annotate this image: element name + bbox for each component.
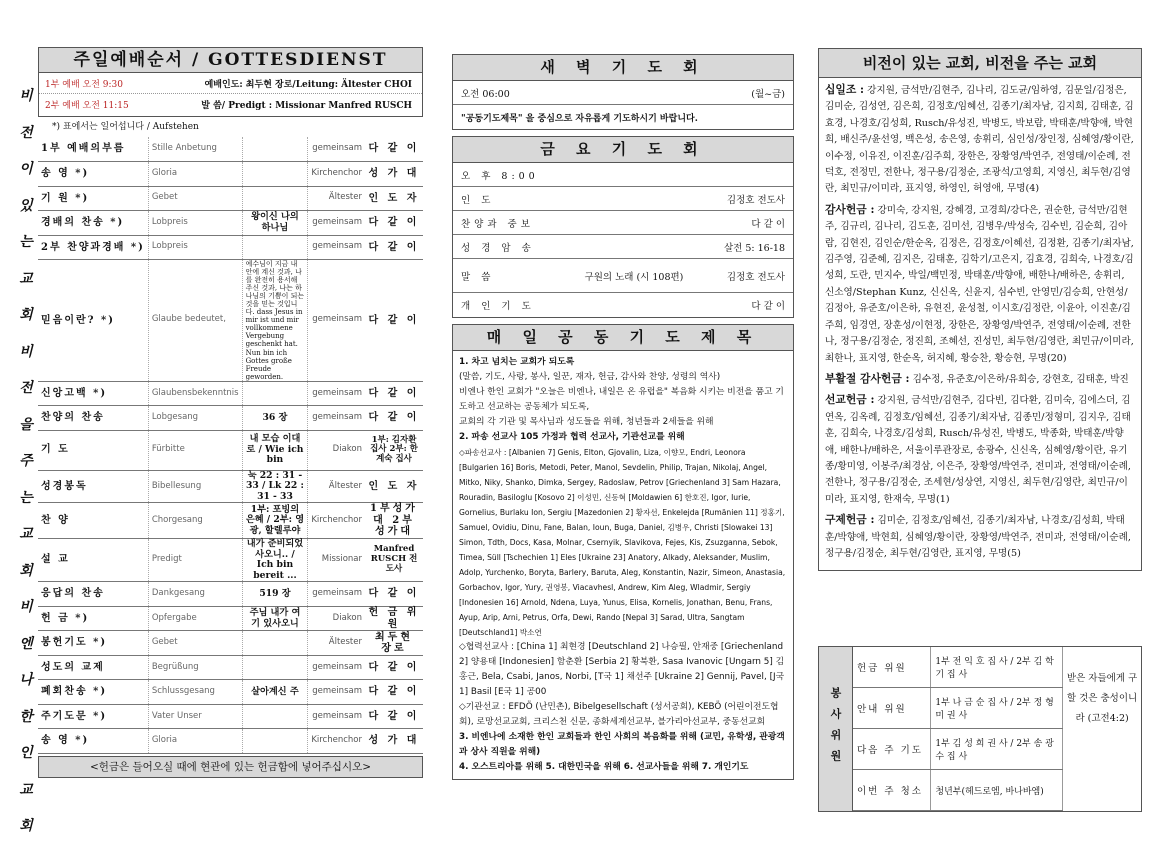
service-row <box>38 162 423 187</box>
offering-group-names: 강미숙, 강지원, 강혜경, 고경희/강다은, 권순한, 금석만/김현주, 김규리, 김나리, 김도훈, 김미선, 김병우/박성숙, 김수빈, 김순희, 김아람, 김현진, 김인순/한순옥, 김정은, 김정호/이혜선, 김정환, 김종기/최자남, 김주영, 김준혜, 김지은, 김태훈, 김학기/고은지, 김효경, 김희숙, 나경호/김성희, 도란, 민지수, 박일/백민정, 박태훈/박향애, 배한나/배하은, 송휘리, 신소영/Stephan Kunz, 신신옥, 신윤지, 심수빈, 안영민/김승희, 안현성/김정아, 유준호/이은하, 유현진, 윤성철, 이시호/김정란, 이윤아, 이진훈/김주희, 임경연, 장훈성/이현정, 장한은, 장황영/박연주, 전영태/이순례, 전한나, 정구용/김정순, 정진희, 조혜선, 진성민, 최두현/김영란, 최민규/이미라, 최한나, 표지영, 한순옥, 허지혜, 황승찬, 황승현, 무명(20) <box>825 204 1134 364</box>
offering-group-title: 부활절 감사헌금 : <box>825 371 910 385</box>
prayer-item: ◇협력선교사 : [China 1] 최현경 [Deutschland 2] 나승필, 안재중 [Griechenland 2] 양용태 [Indonesien] 함춘환 [Serbia 2] 황북환, Sasa Ivanovic [Ungarn 5] 김홍근, Bela, Csabi, Janos, Norbi, [T국 1] 채선주 [Ukraine 2] Gennij, Pavel, [J국 1] Basil [E국 1] 공00 <box>459 642 785 697</box>
item-content <box>242 381 308 406</box>
item-german: Predigt <box>148 538 242 581</box>
item-who-german: Kirchenchor <box>308 162 365 187</box>
item-german: Gebet <box>148 186 242 211</box>
service-row <box>38 655 423 680</box>
offering-group <box>825 392 1135 508</box>
item-person: 다 같 이 <box>365 260 423 382</box>
item-person: 다 같 이 <box>365 406 423 431</box>
item-name: 찬양의 찬송 <box>38 406 148 431</box>
item-name: 2부 찬양과경배 *) <box>38 235 148 260</box>
item-who-german: gemeinsam <box>308 406 365 431</box>
friday-item: 개 인 기 도 <box>461 301 535 312</box>
item-german: Fürbitte <box>148 430 242 470</box>
service-row <box>38 631 423 656</box>
offering-group-title: 구제헌금 : <box>825 513 875 527</box>
friday-prayer-title: 금 요 기 도 회 <box>453 137 793 163</box>
item-content: 눅 22 : 31 - 33 / Lk 22 : 31 - 33 <box>242 470 308 503</box>
side-char: 한 <box>19 708 33 725</box>
committee-row <box>853 688 1063 729</box>
item-who-german: gemeinsam <box>308 211 365 236</box>
item-person: 1부성가대 2부성가대 <box>365 503 423 539</box>
committee-members: 1부 나 금 순 집 사 / 2부 정 형 미 권 사 <box>931 688 1063 729</box>
offering-group <box>825 512 1135 562</box>
item-german: Glaubensbekenntnis <box>148 381 242 406</box>
item-person: 다 같 이 <box>365 582 423 607</box>
service-row <box>38 606 423 631</box>
dawn-prayer-title: 새 벽 기 도 회 <box>453 55 793 81</box>
item-content <box>242 186 308 211</box>
side-char: 나 <box>19 672 33 688</box>
committee-role: 이번 주 청소 <box>853 770 931 811</box>
offering-group-names: 강지원, 금석만/김현주, 김다빈, 김다환, 김미숙, 김에스더, 김연옥, 김옥례, 김정호/임혜선, 김종기/최자남, 김종민/정형미, 김지우, 김태훈, 김희숙, 나경호/김성희, Rusch/유성진, 박병도, 박종화, 박태훈/박향애, 배한나/배하은, 서울이루관장로, 송광수, 신신옥, 심혜영/황이란, 유기종/황미영, 이봉주/최경삼, 이은주, 장황영/박연주, 전미과, 전영태/이순례, 전한나, 정구용/김정순, 조세현/성상연, 지영신, 최두현/김영란, 최민규/이미라, 표지영, 한재숙, 무명(1) <box>825 395 1131 505</box>
vision-title: 비전이 있는 교회, 비전을 주는 교회 <box>818 48 1142 78</box>
item-content: 519 장 <box>242 582 308 607</box>
item-person: 헌 금 위 원 <box>365 606 423 631</box>
dawn-days: (월~금) <box>751 88 785 100</box>
service-row <box>38 582 423 607</box>
dawn-note: "공동기도제목" 을 중심으로 자유롭게 기도하시기 바랍니다. <box>461 113 698 124</box>
item-german: Lobpreis <box>148 211 242 236</box>
service-row <box>38 538 423 581</box>
offering-group <box>825 371 1135 388</box>
item-who-german: Kirchenchor <box>308 729 365 754</box>
friday-person: 살전 5: 16-18 <box>723 242 785 254</box>
stand-up-note: *) 표에서는 일어섭니다 / Aufstehen <box>52 122 199 132</box>
offering-lists <box>818 78 1142 571</box>
item-who-german: gemeinsam <box>308 381 365 406</box>
side-char: 전 <box>19 380 33 396</box>
service-row <box>38 406 423 431</box>
friday-prayer-box <box>452 136 794 318</box>
item-person: 다 같 이 <box>365 704 423 729</box>
item-name: 송 영 *) <box>38 162 148 187</box>
item-who-german: Diakon <box>308 430 365 470</box>
item-name: 신앙고백 *) <box>38 381 148 406</box>
offering-group-names: 강지원, 금석만/김현주, 김나리, 김도균/임하영, 김문일/김정은, 김미순, 김성연, 김은희, 김정호/임혜선, 김종기/최자남, 김지희, 김태훈, 김효경, 나경호/김성희, Rusch/유성진, 박병도, 박보람, 박태훈/박향애, 박현희, 배신주/윤선영, 백은성, 송은영, 송휘리, 심인성/장인정, 심혜영/황이란, 이수정, 이유진, 이진훈/김주희, 장한은, 장황영/박연주, 전영태/이순례, 전덕호, 전정민, 전한나, 정구용/김정순, 조광석/고영희, 지영신, 최두현/김영란, 최민규/이미라, 표지영, 하영인, 허영애, 무명(4) <box>825 85 1134 195</box>
item-german: Schlussgesang <box>148 680 242 705</box>
item-person: 1부: 김자환 집사 2부: 한계숙 집사 <box>365 430 423 470</box>
item-german: Opfergabe <box>148 606 242 631</box>
side-char: 엔 <box>19 635 33 652</box>
item-person: 다 같 이 <box>365 235 423 260</box>
committee-members: 1부 김 성 희 권 사 / 2부 송 광 수 집 사 <box>931 729 1063 770</box>
committee-role: 다음 주 기도 <box>853 729 931 770</box>
item-content: 주님 내가 여기 있사오니 <box>242 606 308 631</box>
prayer-item: 4. 오스트리아를 위해 5. 대한민국을 위해 6. 선교사들을 위해 7. 개인기도 <box>459 762 749 772</box>
item-name: 믿음이란? *) <box>38 260 148 382</box>
committee-label: 봉사위원 <box>819 647 853 811</box>
service-row <box>38 186 423 211</box>
prayer-item: (말씀, 기도, 사랑, 봉사, 일꾼, 재자, 헌금, 감사와 찬양, 성령의 역사) <box>459 372 721 382</box>
item-who-german: Diakon <box>308 606 365 631</box>
item-person: 다 같 이 <box>365 211 423 236</box>
item-name: 찬 양 <box>38 503 148 539</box>
item-name: 기 원 *) <box>38 186 148 211</box>
side-char: 는 <box>19 489 33 506</box>
item-name: 응답의 찬송 <box>38 582 148 607</box>
item-content <box>242 235 308 260</box>
item-person: Manfred RUSCH 전도사 <box>365 538 423 581</box>
side-char: 비 <box>19 599 33 615</box>
item-name: 성경봉독 <box>38 470 148 503</box>
first-service-time: 1부 예배 오전 9:30 <box>45 79 123 90</box>
item-person: 성 가 대 <box>365 162 423 187</box>
side-char: 전 <box>19 124 33 141</box>
offering-group-names: 김미순, 김정호/임혜선, 김종기/최자남, 나경호/김성희, 박태훈/박향애, 박현희, 심혜영/황이란, 장황영/박연주, 전미과, 전영태/이순례, 정구용/김정순, 최두현/김영란, 표지영, 무명(5) <box>825 515 1131 559</box>
item-name: 기 도 <box>38 430 148 470</box>
item-content: 36 장 <box>242 406 308 431</box>
offering-group <box>825 82 1135 198</box>
item-german: Dankgesang <box>148 582 242 607</box>
item-name: 헌 금 *) <box>38 606 148 631</box>
service-row <box>38 470 423 503</box>
side-char: 는 <box>19 234 33 250</box>
service-row <box>38 704 423 729</box>
friday-item: 오 후 8:00 <box>461 170 539 182</box>
offering-group-title: 십일조 : <box>825 83 865 96</box>
item-person: 다 같 이 <box>365 680 423 705</box>
friday-row <box>453 235 793 259</box>
friday-item: 인 도 <box>461 194 495 206</box>
item-german: Gebet <box>148 631 242 656</box>
side-char: 을 <box>19 416 33 433</box>
friday-person: 다 같 이 <box>751 218 785 230</box>
item-name: 경배의 찬송 *) <box>38 211 148 236</box>
service-row <box>38 503 423 539</box>
item-who-german: gemeinsam <box>308 137 365 162</box>
committee-role: 헌금 위원 <box>853 647 931 688</box>
item-name: 송 영 *) <box>38 729 148 754</box>
item-content: 내가 준비되었사오니.. / Ich bin bereit ... <box>242 538 308 581</box>
item-person: 인 도 자 <box>365 470 423 503</box>
offering-group <box>825 202 1135 367</box>
committee-row <box>853 647 1063 688</box>
dawn-time: 오전 06:00 <box>461 88 510 100</box>
prayer-item: 비엔나 한인 교회가 "오늘은 비엔나, 내일은 온 유럽을" 복음화 시키는 비전을 품고 기도하고 선교하는 공동체가 되도록, <box>459 387 784 412</box>
friday-row <box>453 187 793 211</box>
friday-row <box>453 259 793 293</box>
item-who-german: gemeinsam <box>308 704 365 729</box>
service-row <box>38 680 423 705</box>
offering-list-panel <box>818 48 1142 571</box>
item-person: 인 도 자 <box>365 186 423 211</box>
leader-label: 예배인도: 최두현 장로/Leitung: Ältester CHOI <box>204 79 412 90</box>
item-content <box>242 704 308 729</box>
item-who-german: gemeinsam <box>308 680 365 705</box>
item-who-german: gemeinsam <box>308 582 365 607</box>
second-service-time: 2부 예배 오전 11:15 <box>45 101 129 111</box>
friday-person: 김정호 전도사 <box>726 271 785 283</box>
friday-item: 말 씀 <box>461 271 495 283</box>
side-char: 주 <box>19 453 33 469</box>
service-row <box>38 211 423 236</box>
offering-note: <헌금은 들어오실 때에 현관에 있는 헌금함에 넣어주십시오> <box>38 756 423 778</box>
side-char: 교 <box>19 270 33 287</box>
side-char: 회 <box>19 562 33 579</box>
service-row <box>38 430 423 470</box>
daily-prayer-title: 매 일 공 동 기 도 제 목 <box>453 325 793 351</box>
friday-content: 구원의 노래 (시 108편) <box>584 271 684 283</box>
side-char: 비 <box>19 343 33 360</box>
friday-item: 성 경 암 송 <box>461 242 535 254</box>
item-name: 설 교 <box>38 538 148 581</box>
item-who-german: Kirchenchor <box>308 503 365 539</box>
prayer-item: 교회의 각 기관 및 목사님과 성도들을 위해, 청년들과 2세들을 위해 <box>459 417 714 427</box>
item-who-german: gemeinsam <box>308 260 365 382</box>
service-row <box>38 729 423 754</box>
item-content <box>242 729 308 754</box>
daily-prayer-box <box>452 324 794 780</box>
service-row <box>38 235 423 260</box>
service-title: 주일예배순서 / GOTTESDIENST <box>38 47 423 73</box>
service-order-panel <box>38 47 423 778</box>
committee-row <box>853 770 1063 811</box>
vertical-side-text <box>14 78 38 845</box>
item-content <box>242 631 308 656</box>
item-german: Begrüßung <box>148 655 242 680</box>
item-name: 봉헌기도 *) <box>38 631 148 656</box>
committee-verse: 받은 자들에게 구할 것은 충성이니라 (고전4:2) <box>1066 673 1138 724</box>
side-char: 이 <box>19 161 33 177</box>
item-german: Stille Anbetung <box>148 137 242 162</box>
committee-row <box>853 729 1063 770</box>
prayer-item: ◇기관선교 : EFDÖ (난민촌), Bibelgesellschaft (성서공회), KEBÖ (어린이전도협회), 로망선교교회, 크리스천 신문, 종화세계선교부, 블가리아선교부, 중동선교회 <box>459 702 779 727</box>
side-char: 회 <box>19 307 33 323</box>
prayer-item: 3. 비엔나에 소재한 한인 교회들과 한인 사회의 복음화를 위해 (교민, 유학생, 관광객과 상사 직원을 위해) <box>459 732 785 757</box>
item-german: Gloria <box>148 729 242 754</box>
item-who-german: Ältester <box>308 470 365 503</box>
side-char: 비 <box>19 88 33 104</box>
item-content: 왕이신 나의 하나님 <box>242 211 308 236</box>
side-char: 인 <box>19 745 33 761</box>
item-person: 다 같 이 <box>365 137 423 162</box>
item-content: 살아계신 주 <box>242 680 308 705</box>
item-content <box>242 655 308 680</box>
item-german: Bibellesung <box>148 470 242 503</box>
service-row <box>38 381 423 406</box>
item-content <box>242 162 308 187</box>
offering-group-title: 감사헌금 : <box>825 202 875 216</box>
item-person: 다 같 이 <box>365 655 423 680</box>
side-char: 교 <box>19 526 33 542</box>
item-name: 1부 예배의부름 <box>38 137 148 162</box>
preacher-label: 발 씀/ Predigt : Missionar Manfred RUSCH <box>201 101 412 111</box>
item-content: 1부: 포빙의 은혜 / 2부: 영광, 할렐루야 <box>242 503 308 539</box>
side-char: 회 <box>19 818 33 834</box>
committee-members: 청년부(헤드로엠, 바나바엠) <box>931 770 1063 811</box>
friday-person: 김정호 전도사 <box>726 194 785 206</box>
item-who-german: Ältester <box>308 631 365 656</box>
item-german: Lobpreis <box>148 235 242 260</box>
item-name: 성도의 교제 <box>38 655 148 680</box>
friday-person: 다 같 이 <box>751 301 785 312</box>
committee-members: 1부 전 익 호 집 사 / 2부 김 학 기 집 사 <box>931 647 1063 688</box>
item-german: Chorgesang <box>148 503 242 539</box>
side-char: 교 <box>19 781 33 798</box>
dawn-prayer-box <box>452 54 794 130</box>
friday-row <box>453 211 793 235</box>
item-german: Lobgesang <box>148 406 242 431</box>
item-content: 내 모습 이대로 / Wie ich bin <box>242 430 308 470</box>
item-content: 예수님이 지금 내 안에 계신 것과, 나를 완전히 용서해 주신 것과, 나는 하나님의 기쁨이 되는 것을 믿는 것입니다. dass Jesus in mir ist und mir vollkommene Vergebung geschenkt hat. Nun bin ich Gottes große Freude geworden. <box>242 260 308 382</box>
item-person: 다 같 이 <box>365 381 423 406</box>
service-order-table <box>38 137 423 754</box>
committee-role: 안내 위원 <box>853 688 931 729</box>
service-row <box>38 137 423 162</box>
item-german: Glaube bedeutet, <box>148 260 242 382</box>
service-row <box>38 260 423 382</box>
service-times <box>38 73 423 117</box>
item-content <box>242 137 308 162</box>
item-person: 성 가 대 <box>365 729 423 754</box>
offering-group-title: 선교헌금 : <box>825 393 875 407</box>
item-german: Vater Unser <box>148 704 242 729</box>
item-who-german: Missionar <box>308 538 365 581</box>
item-who-german: Ältester <box>308 186 365 211</box>
prayer-panel <box>452 54 794 780</box>
service-committee-box <box>818 646 1142 812</box>
side-char: 있 <box>19 197 33 214</box>
item-who-german: gemeinsam <box>308 655 365 680</box>
friday-item: 찬양과 중보 <box>461 218 534 230</box>
item-person: 최두현 장로 <box>365 631 423 656</box>
item-who-german: gemeinsam <box>308 235 365 260</box>
prayer-item: 1. 차고 넘치는 교회가 되도록 <box>459 357 575 367</box>
prayer-item: ◇파송선교사 : [Albanien 7] Genis, Elton, Gjovalin, Liza, 이향모, Endri, Leonora [Bulgarien 16] Boris, Metodi, Peter, Manol, Sevdelin, Philip, Trajan, Nikolaj, Angel, Mitko, Niky, Shanko, Dimka, Sergey, Radoslaw, Petrov [Griechenland 3] Sam Hazara, Rouradin, Basiloglu [Kosovo 2] 이성민, 신동혁 [Moldawien 6] 한호진, Igor, Iurie, Gornelius, Burlaku Ion, Sergiu [Mazedonien 2] 황자선, Enkelejda [Rumänien 11] 정홍기, Samuel, Ovidiu, Dinu, Fane, Balan, Ioun, Buga, Daniel, 김병우, Christi [Slowakei 13] Simon, Tdth, Docs, Kasa, Molnar, Csernyik, Slavikova, Fejes, Kis, Zsuzganna, Sebok, Timea, Süll [Tschechien 1] Eles [Ukraine 23] Anatory, Alkady, Aleksander, Muslim, Adolp, Yurchenko, Boryta, Barlery, Baruta, Aleg, Konstantin, Nazir, Simeon, Anastasia, Gorbachov, Igor, Yury, 권영봉, Viacavhesl, Andrew, Kim Aleg, Wladmir, Sergiy [Indonesien 16] Arnold, Ndena, Luya, Yunus, Elisa, Kornelis, Jonathan, Benu, Frans, Ayup, Arip, Arni, Petrus, Orfa, Dewi, Rando [Nepal 3] Sarad, Ultra, Sangtam [Deutschland1] 박소연 <box>459 448 786 637</box>
offering-group-names: 김수정, 유준호/이은하/유희승, 강현호, 김태훈, 박진 <box>912 373 1129 385</box>
prayer-item: 2. 파송 선교사 105 가정과 협력 선교사, 기관선교를 위해 <box>459 432 685 442</box>
friday-row <box>453 293 793 317</box>
item-name: 주기도문 *) <box>38 704 148 729</box>
item-name: 폐회찬송 *) <box>38 680 148 705</box>
friday-row <box>453 163 793 187</box>
item-german: Gloria <box>148 162 242 187</box>
